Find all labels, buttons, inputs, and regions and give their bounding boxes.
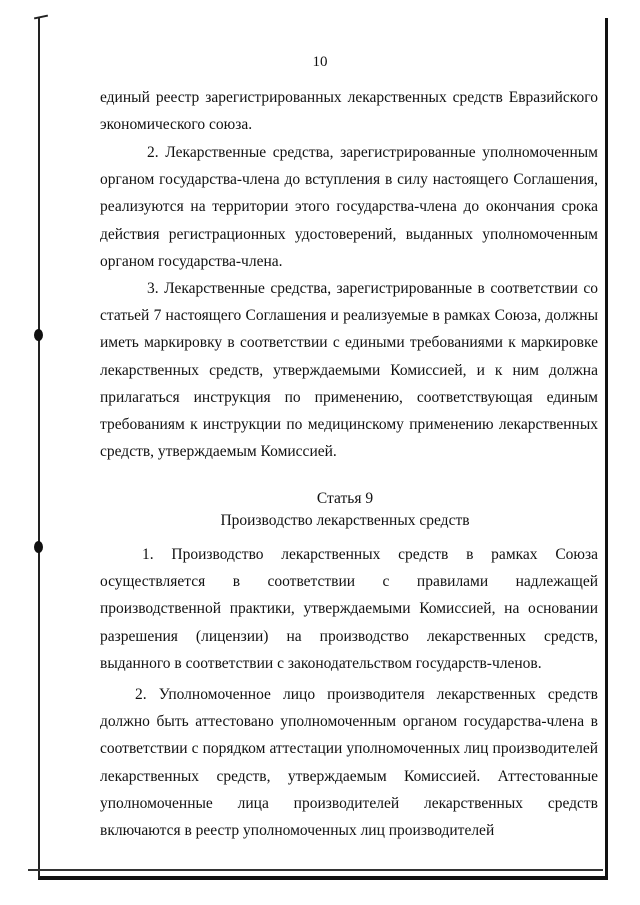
scan-edge-line (28, 869, 603, 871)
paragraph-item-3: 3. Лекарственные средства, зарегистрированные в соответствии со статьей 7 настоящего Соглашения и реализуемые в рамках Союза, должны иметь маркировку в соответствии с едиными требованиями к маркировке лекарственных средств, утверждаемыми Комиссией, и к ним должна прилагаться инструкция по применению, соответствующая единым требованиям к инструкции по медицинскому применению лекарственных средств, утверждаемым Комиссией. (100, 280, 598, 461)
binding-hole-mark (34, 329, 43, 341)
page-number: 10 (312, 54, 328, 70)
article-paragraph-2: 2. Уполномоченное лицо производителя лекарственных средств должно быть аттестовано уполномоченным органом государства-члена в соответствии с порядком аттестации уполномоченных лиц производителей лекарственных средств, утверждаемым Комиссией. Аттестованные уполномоченные лица производителей лекарственных средств включаются в реестр уполномоченных лиц производителей (100, 686, 598, 840)
binding-hole-mark (34, 541, 43, 553)
article-title: Производство лекарственных средств (220, 512, 470, 529)
paragraph-continuation: единый реестр зарегистрированных лекарственных средств Евразийского экономического союза. (100, 89, 598, 134)
article-number: Статья 9 (316, 490, 374, 507)
article-paragraph-1: 1. Производство лекарственных средств в рамках Союза осуществляется в соответствии с правилами надлежащей производственной практики, утверждаемыми Комиссией, на основании разрешения (лицензии) на производство лекарственных средств, выданного в соответствии с законодательством государств-членов. (100, 546, 598, 672)
paragraph-item-2: 2. Лекарственные средства, зарегистрированные уполномоченным органом государства-члена до вступления в силу настоящего Соглашения, реализуются на территории этого государства-члена до окончания срока действия регистрационных удостоверений, выданных уполномоченным органом государства-члена. (100, 144, 598, 270)
